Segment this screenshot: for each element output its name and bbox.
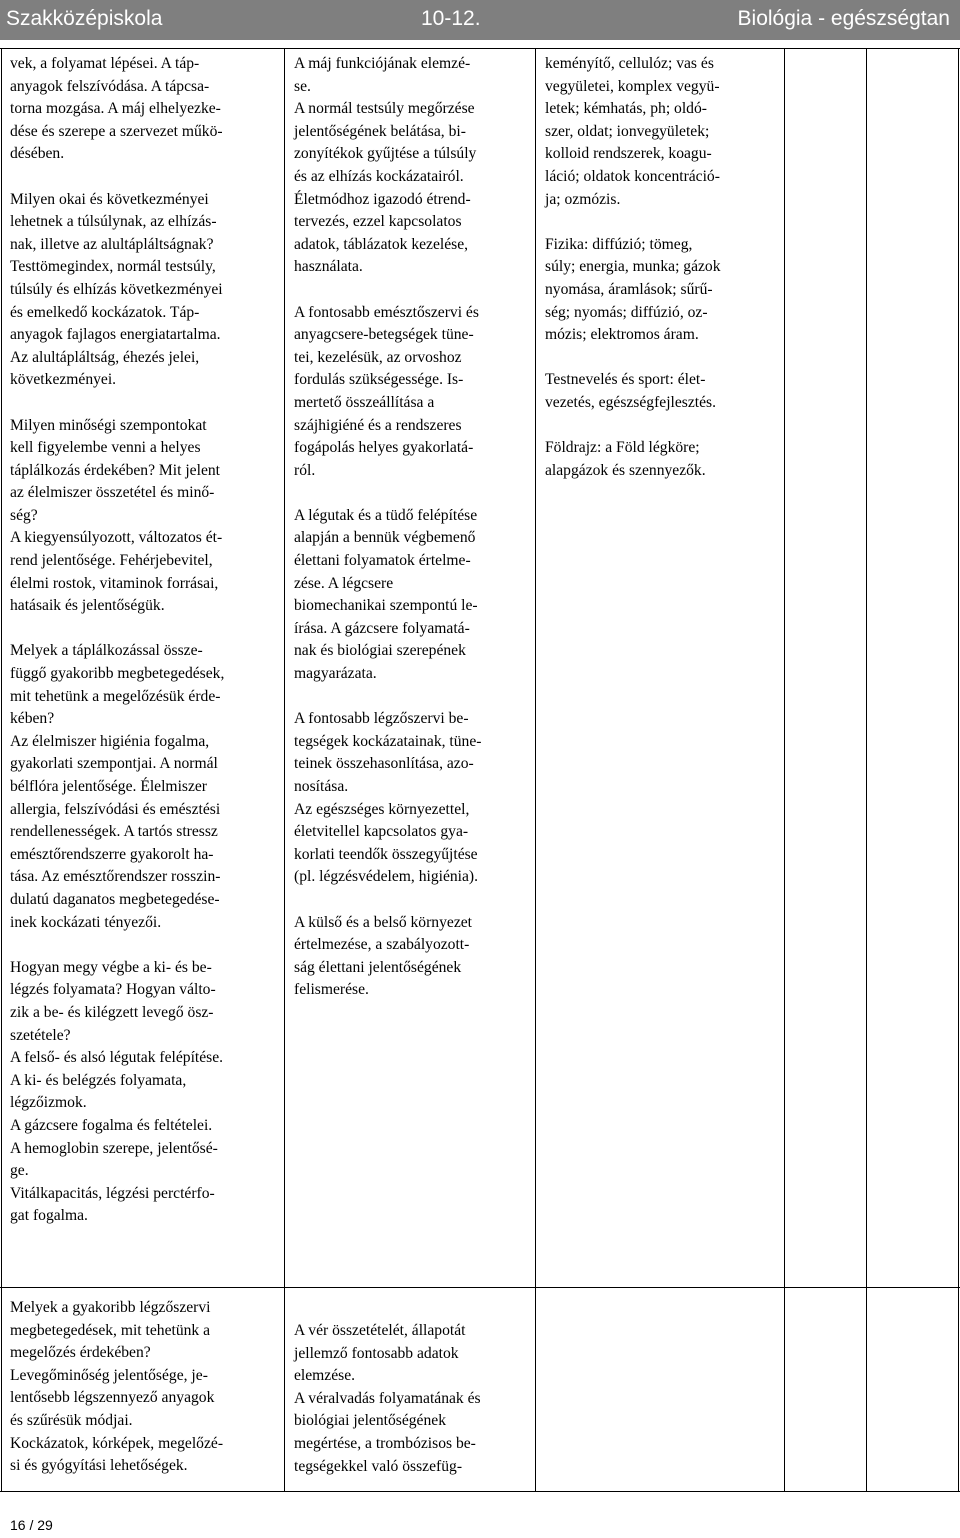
table-border-bottom [0,1491,960,1492]
text-line: Milyen minőségi szempontokat [10,416,207,434]
text-line: A légutak és a tüdő felépítése [294,506,478,524]
text-line: függő gyakoribb megbetegedések, [10,665,225,683]
text-line: Az egészséges környezettel, [294,800,470,818]
text-line: ról. [294,461,316,479]
text-line: Vitálkapacitás, légzési perctérfo- [10,1184,215,1202]
text-line: Fizika: diffúzió; tömeg, [545,235,693,253]
text-line: felismerése. [294,981,369,999]
text-line: anyagok fajlagos energiatartalma. [10,326,221,344]
text-line: gat fogalma. [10,1207,88,1225]
text-line: biomechanikai szempontú le- [294,597,478,615]
text-line: gyakorlati szempontjai. A normál [10,755,218,773]
text-line: alapgázok és szennyezők. [545,461,706,479]
text-line: A hemoglobin szerepe, jelentősé- [10,1139,218,1157]
text-line: A vér összetételét, állapotát [294,1322,466,1339]
text-line: értelmezése, a szabályozott- [294,936,470,954]
grade-range: 10-12. [421,7,481,30]
text-line: mózis; elektromos áram. [545,326,699,344]
school-type: Szakközépiskola [6,7,163,30]
text-line: kell figyelembe venni a helyes [10,439,201,457]
subject-title: Biológia - egészségtan [737,7,950,30]
text-line: az élelmiszer összetétel és minő- [10,484,215,502]
row1-topics-cell [10,53,224,1228]
text-line: Az alultápláltság, éhezés jelei, [10,348,200,366]
table-border-right [958,48,959,1492]
text-line: ság élettani jelentőségének [294,958,462,976]
text-line: emésztőrendszerre gyakorolt ha- [10,845,214,863]
row2-outcomes-cell [294,1320,481,1478]
paragraph-gap [545,415,721,438]
text-line: biológiai jelentőségének [294,1412,446,1430]
text-line: zonyítékok gyűjtése a túlsúly [294,145,477,163]
paragraph-gap [10,166,224,189]
text-line: elemzése. [294,1367,356,1385]
paragraph-gap [545,347,721,370]
text-line: letek; kémhatás, ph; oldó- [545,100,707,118]
text-line: Melyek a táplálkozással össze- [10,642,203,660]
row2-topics-cell [10,1297,223,1478]
text-line: zik a be- és kilégzett levegő ösz- [10,1003,214,1021]
text-line: vezetés, egészségfejlesztés. [545,393,717,411]
paragraph-gap [545,211,721,234]
text-line: használata. [294,258,363,276]
text-line: Melyek a gyakoribb légzőszervi [10,1299,211,1316]
table-border-top [0,48,960,49]
column-divider-2 [535,48,536,1492]
text-line: fordulás szükségessége. Is- [294,371,464,389]
text-line: teinek összehasonlítása, azo- [294,755,474,773]
text-line: légzőizmok. [10,1094,87,1112]
text-line: szájhigiéné és a rendszeres [294,416,462,434]
page-header [0,0,960,40]
text-line: adatok, táblázatok kezelése, [294,235,469,253]
text-line: súly; energia, munka; gázok [545,258,721,276]
text-line: légzés folyamata? Hogyan válto- [10,981,216,999]
text-line: tei, kezelésük, az orvoshoz [294,348,462,366]
text-line: és szűrésük módjai. [10,1411,133,1429]
row-divider [0,1287,960,1288]
text-line: hatásaik és jelentőségük. [10,597,165,615]
text-line: szetétele? [10,1026,71,1044]
text-line: fogápolás helyes gyakorlatá- [294,439,474,457]
text-line: magyarázata. [294,665,377,683]
text-line: megértése, a trombózisos be- [294,1434,476,1452]
text-line: írása. A gázcsere folyamatá- [294,619,470,637]
paragraph-gap [294,279,481,302]
text-line: kében? [10,710,55,728]
text-line: ja; ozmózis. [545,190,621,208]
text-line: A máj funkciójának elemzé- [294,55,471,72]
text-line: vegyületei, komplex vegyü- [545,77,720,95]
text-line: alapján a bennük végbemenő [294,529,476,547]
column-divider-3 [784,48,785,1492]
text-line: A fontosabb emésztőszervi és [294,303,479,321]
text-line: torna mozgása. A máj elhelyezke- [10,100,221,118]
text-line: A kiegyensúlyozott, változatos ét- [10,529,223,547]
text-line: A véralvadás folyamatának és [294,1389,481,1407]
text-line: Az élelmiszer higiénia fogalma, [10,732,210,750]
text-line: nak, illetve az alultápláltságnak? [10,235,214,253]
text-line: lehetnek a túlsúlynak, az elhízás- [10,213,217,231]
text-line: vek, a folyamat lépései. A táp- [10,55,200,72]
text-line: következményei. [10,371,117,389]
text-line: zése. A légcsere [294,574,394,592]
text-line: allergia, felszívódási és emésztési [10,800,221,818]
text-line: szer, oldat; ionvegyületek; [545,122,710,140]
text-line: élettani folyamatok értelme- [294,552,471,570]
text-line: rendellenességek. A tartós stressz [10,823,218,841]
text-line: és emelkedő kockázatok. Táp- [10,303,200,321]
text-line: dulatú daganatos megbetegedése- [10,890,220,908]
column-divider-1 [284,48,285,1492]
curriculum-table [0,48,960,1492]
text-line: tása. Az emésztőrendszer rosszin- [10,868,221,886]
text-line: és az elhízás kockázatairól. [294,167,464,185]
text-line: A gázcsere fogalma és feltételei. [10,1116,213,1134]
text-line: se. [294,77,311,95]
text-line: tegségekkel való összefüg- [294,1457,463,1475]
text-line: táplálkozás érdekében? Mit jelent [10,461,220,479]
text-line: dése és szerepe a szervezet műkö- [10,122,223,140]
text-line: jellemző fontosabb adatok [294,1344,459,1362]
text-line: nosítása. [294,778,349,795]
text-line: keményítő, cellulóz; vas és [545,55,714,72]
text-line: korlati teendők összegyűjtése [294,845,478,863]
text-line: Milyen okai és következményei [10,190,209,208]
text-line: désében. [10,145,65,163]
text-line: rend jelentősége. Fehérjebevitel, [10,552,213,570]
text-line: Földrajz: a Föld légköre; [545,439,700,457]
text-line: si és gyógyítási lehetőségek. [10,1457,188,1475]
text-line: életvitellel kapcsolatos gya- [294,823,469,841]
text-line: anyagok felszívódása. A tápcsa- [10,77,210,95]
text-line: tegségek kockázatainak, tüne- [294,732,482,750]
text-line: jelentőségének belátása, bi- [294,122,466,140]
text-line: nak és biológiai szerepének [294,642,466,660]
text-line: A ki- és belégzés folyamata, [10,1071,187,1089]
text-line: inek kockázati tényezői. [10,913,162,931]
paragraph-gap [294,686,481,709]
text-line: bélflóra jelentősége. Élelmiszer [10,778,208,795]
paragraph-gap [10,618,224,641]
text-line: ge. [10,1162,29,1180]
text-line: élelmi rostok, vitaminok forrásai, [10,574,219,592]
text-line: kolloid rendszerek, koagu- [545,145,712,163]
text-line: láció; oldatok koncentráció- [545,167,720,185]
text-line: lentősebb légszennyező anyagok [10,1389,215,1407]
paragraph-gap [10,392,224,415]
text-line: nyomása, áramlások; sűrű- [545,280,713,298]
paragraph-gap [294,889,481,912]
text-line: megelőzés érdekében? [10,1344,151,1362]
column-divider-4 [866,48,867,1492]
text-line: Kockázatok, kórképek, megelőzé- [10,1434,224,1452]
text-line: A normál testsúly megőrzése [294,100,475,118]
text-line: Testtömegindex, normál testsúly, [10,258,216,276]
text-line: A felső- és alsó légutak felépítése. [10,1049,224,1067]
text-line: A külső és a belső környezet [294,913,472,931]
text-line: anyagcsere-betegségek tüne- [294,326,474,344]
text-line: Levegőminőség jelentősége, je- [10,1366,208,1384]
text-line: Testnevelés és sport: élet- [545,371,706,389]
paragraph-gap [294,482,481,505]
text-line: A fontosabb légzőszervi be- [294,710,469,728]
text-line: túlsúly és elhízás következményei [10,280,223,298]
text-line: mit tehetünk a megelőzésük érde- [10,687,221,705]
row1-connections-cell [545,53,721,482]
row1-outcomes-cell [294,53,481,1002]
text-line: megbetegedések, mit tehetünk a [10,1321,211,1339]
text-line: tervezés, ezzel kapcsolatos [294,213,462,231]
table-border-left [1,48,2,1492]
text-line: Életmódhoz igazodó étrend- [294,190,471,208]
text-line: ség? [10,506,38,524]
text-line: ség; nyomás; diffúzió, oz- [545,303,708,321]
text-line: (pl. légzésvédelem, higiénia). [294,868,479,886]
text-line: Hogyan megy végbe a ki- és be- [10,958,212,976]
text-line: mertető összeállítása a [294,393,435,411]
page-number: 16 / 29 [10,1517,53,1533]
paragraph-gap [10,934,224,957]
